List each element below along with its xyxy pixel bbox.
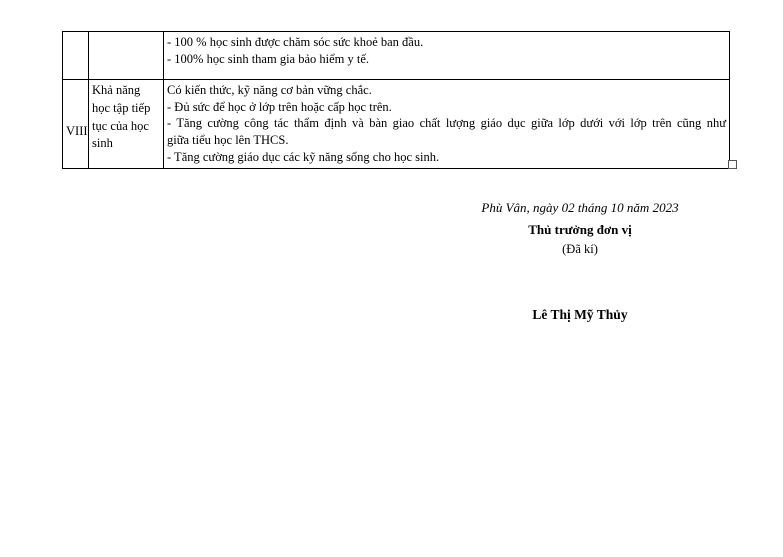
- content-line: - Tăng cường giáo dục các kỹ năng sống cho học sinh.: [167, 149, 440, 164]
- content-line: giữa tiểu học lên THCS.: [167, 132, 289, 147]
- signature-place-date: Phù Vân, ngày 02 tháng 10 năm 2023: [481, 200, 679, 215]
- row-label-cell: [89, 32, 164, 80]
- signature-block: [420, 198, 740, 325]
- row-label: Khả năng học tập tiếp tục của học sinh: [92, 83, 151, 151]
- content-line: - Tăng cường công tác thẩm định và bàn giao chất lượng giáo dục giữa lớp dưới với lớp trên cũng như: [167, 116, 726, 131]
- signature-title: Thủ trưởng đơn vị: [528, 221, 632, 237]
- content-line: Có kiến thức, kỹ năng cơ bản vững chắc.: [167, 83, 372, 97]
- row-label-cell: [89, 80, 164, 169]
- row-number: [66, 34, 85, 76]
- row-number-cell: [63, 32, 89, 80]
- signature-name: Lê Thị Mỹ Thủy: [532, 307, 628, 323]
- table-resize-handle[interactable]: [728, 160, 737, 169]
- row-number: VIII: [66, 124, 88, 138]
- table-row: [63, 80, 730, 169]
- report-table: [62, 31, 730, 169]
- content-line: - Đủ sức để học ở lớp trên hoặc cấp học trên.: [167, 99, 392, 114]
- table-body: [63, 32, 730, 169]
- content-line: - 100 % học sinh được chăm sóc sức khoẻ ban đầu.: [167, 35, 424, 49]
- content-line: - 100% học sinh tham gia bảo hiểm y tế.: [167, 51, 370, 66]
- row-content-cell: [164, 80, 730, 169]
- row-content-cell: [164, 32, 730, 80]
- content-lines: [167, 34, 726, 67]
- signature-note: (Đã kí): [562, 241, 598, 256]
- content-lines: [167, 82, 726, 165]
- row-number-cell: [63, 80, 89, 169]
- table-row: [63, 32, 730, 80]
